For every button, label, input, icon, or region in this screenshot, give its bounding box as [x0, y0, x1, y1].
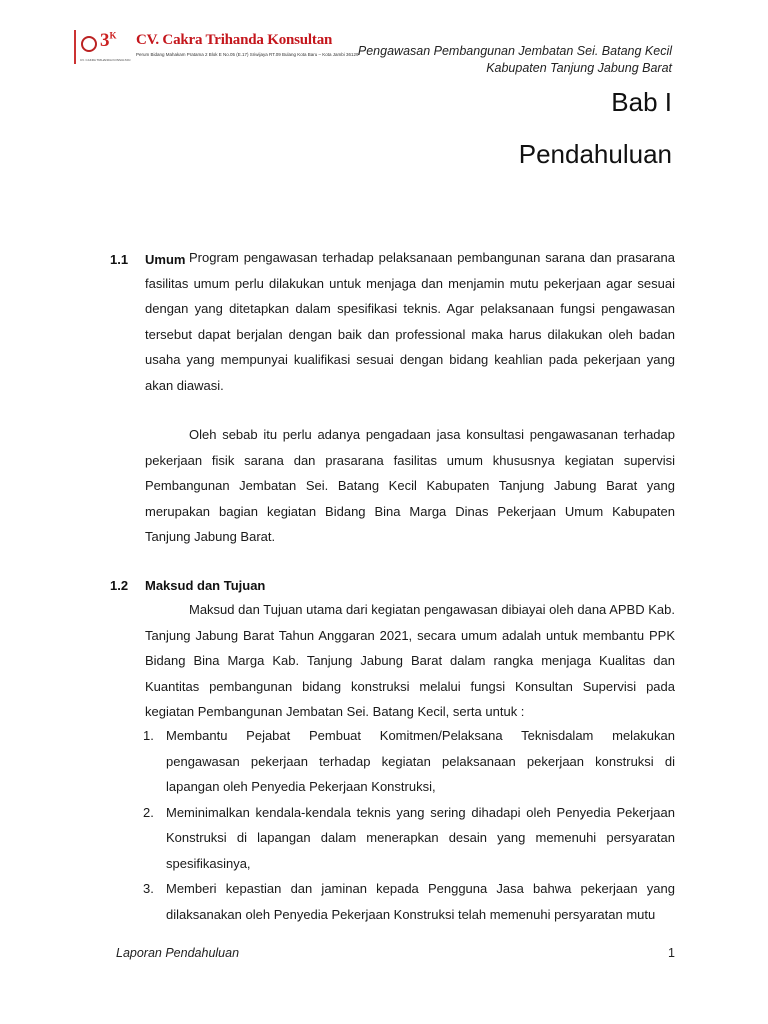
list-item [143, 876, 675, 927]
list-item [143, 800, 675, 877]
list-item-text: Meminimalkan kendala-kendala teknis yang sering dihadapi oleh Penyedia Pekerjaan Konstruksi di lapangan dalam menerapkan desain yang memenuhi persyaratan spesifikasinya, [166, 804, 675, 871]
list-item [143, 723, 675, 800]
section-title: Umum [145, 252, 186, 267]
company-logo [74, 30, 359, 64]
company-name: CV. Cakra Trihanda Konsultan [136, 32, 333, 48]
header-project-location: Kabupaten Tanjung Jabung Barat [486, 61, 672, 75]
section-number: 1.2 [110, 578, 129, 593]
list-item-number: 1. [143, 728, 154, 743]
list-item-number: 2. [143, 804, 154, 820]
section-heading-maksud-tujuan [110, 578, 265, 593]
objectives-list [143, 723, 675, 927]
page-number: 1 [668, 946, 675, 960]
paragraph-maksud-tujuan: Maksud dan Tujuan utama dari kegiatan pengawasan dibiayai oleh dana APBD Kab. Tanjung Jabung Barat Tahun Anggaran 2021, secara umum adalah untuk membantu PPK Bidang Bina Marga Kab. Tanjung Jabung Barat dalam rangka menjaga Kualitas dan Kuantitas pembangunan bidang konstruksi melalui fungsi Konsultan Supervisi pada kegiatan Pembangunan Jembatan Sei. Batang Kecil, serta untuk : [145, 602, 675, 719]
list-item-text: Memberi kepastian dan jaminan kepada Pengguna Jasa bahwa pekerjaan yang dilaksanakan oleh Penyedia Pekerjaan Konstruksi telah memenuhi persyaratan mutu [166, 881, 675, 922]
list-item-text: Membantu Pejabat Pembuat Komitmen/Pelaksana Teknisdalam melakukan pengawasan pekerjaan terhadap kegiatan pelaksanaan pekerjaan konstruksi di lapangan oleh Penyedia Pekerjaan Konstruksi, [166, 728, 675, 794]
header-project-title: Pengawasan Pembangunan Jembatan Sei. Batang Kecil [357, 44, 672, 58]
list-item-number: 3. [143, 881, 154, 896]
logo-mark-caption: CV. CAKRA TRIHANDA KONSULTAN [80, 58, 131, 62]
paragraph-umum-2: Oleh sebab itu perlu adanya pengadaan jasa konsultasi pengawasanan terhadap pekerjaan fisik sarana dan prasarana fasilitas umum khususnya kegiatan supervisi Pembangunan Jembatan Sei. Batang Kecil Kabupaten Tanjung Jabung Barat yang merupakan bagian kegiatan Bidang Bina Marga Dinas Pekerjaan Umum Kabupaten Tanjung Jabung Barat. [145, 427, 675, 544]
footer-report-title: Laporan Pendahuluan [116, 946, 240, 960]
section-title: Maksud dan Tujuan [145, 578, 266, 593]
chapter-label: Bab I [611, 87, 672, 117]
paragraph-umum-1: Program pengawasan terhadap pelaksanaan pembangunan sarana dan prasarana fasilitas umum perlu dilakukan untuk menjaga dan menjamin mutu pekerjaan agar sesuai dengan yang ditetapkan dalam spesifikasi teknis. Agar pelaksanaan fungsi pengawasan tersebut dapat berjalan dengan baik dan professional maka harus dilakukan oleh badan usaha yang mempunyai kualifikasi sesuai dengan bidang keahlian pada pekerjaan yang akan diawasi. [145, 250, 675, 393]
chapter-title: Pendahuluan [518, 139, 672, 169]
company-address: Perum Bidang Mahakam Pratama 2 Blok E No.05 (E.17) Sriwijaya RT.09 Bulang Kota Baru – Kota Jambi 36129 [136, 52, 359, 57]
logo-circle-icon [81, 36, 97, 52]
logo-mark [74, 30, 130, 64]
logo-mark-text: $3^K$ [100, 30, 117, 51]
section-number: 1.1 [110, 252, 129, 267]
